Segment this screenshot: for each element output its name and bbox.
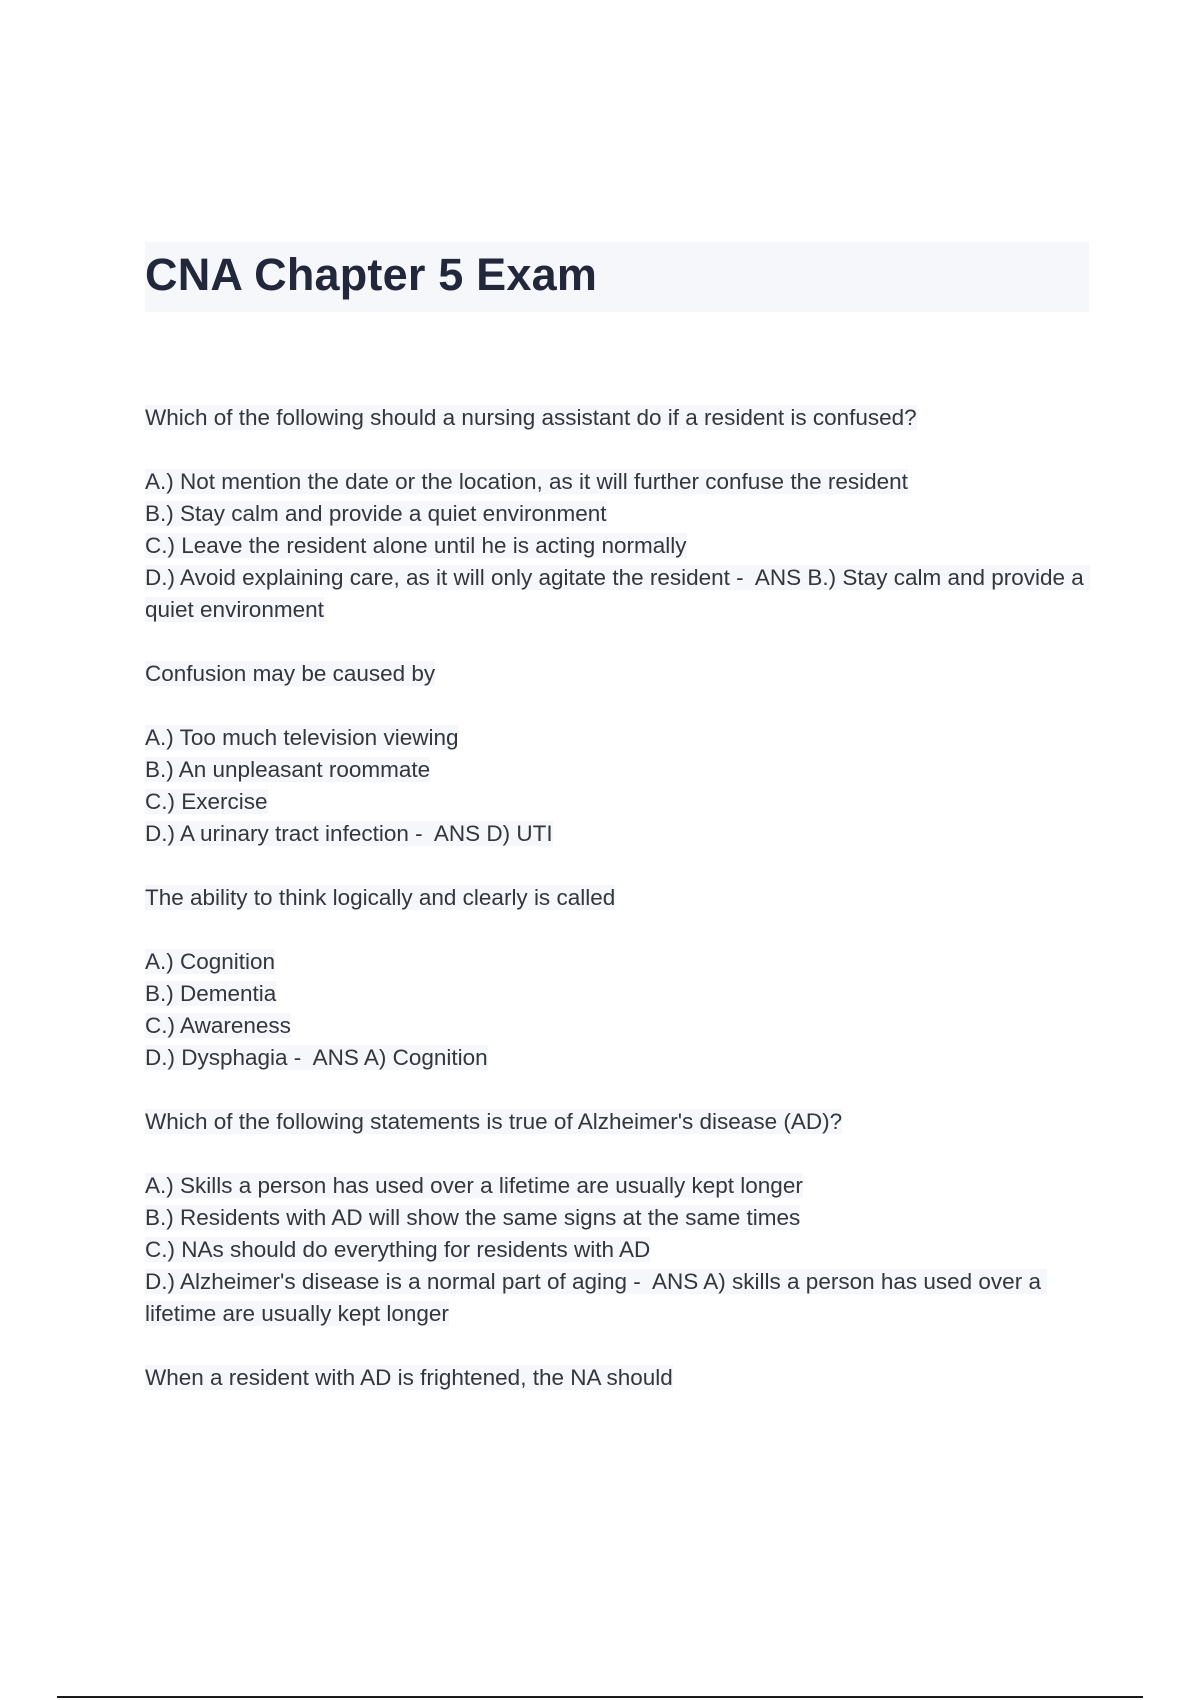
question-block-1 — [145, 402, 1091, 626]
question-text-label: The ability to think logically and clearly is called — [145, 885, 616, 910]
answer-option-with-key: D.) Dysphagia - ANS A) Cognition — [145, 1045, 488, 1070]
question-text-label: Confusion may be caused by — [145, 661, 436, 686]
answer-option: A.) Too much television viewing — [145, 725, 459, 750]
question-block-4 — [145, 1106, 1085, 1330]
answer-option: C.) Exercise — [145, 789, 268, 814]
question-block-3 — [145, 882, 1085, 1074]
answer-option: B.) Stay calm and provide a quiet environment — [145, 501, 607, 526]
question-list — [145, 402, 1091, 1426]
question-text — [145, 402, 1085, 434]
question-text — [145, 1106, 1085, 1138]
page-bottom-divider — [57, 1696, 1143, 1698]
answer-option: A.) Not mention the date or the location, as it will further confuse the resident — [145, 469, 908, 494]
answer-option: A.) Cognition — [145, 949, 276, 974]
question-block-5 — [145, 1362, 1085, 1394]
answer-option: B.) An unpleasant roommate — [145, 757, 431, 782]
answer-option: C.) NAs should do everything for residents with AD — [145, 1237, 651, 1262]
question-text — [145, 882, 1085, 914]
question-text — [145, 658, 1085, 690]
question-text — [145, 1362, 1085, 1394]
answer-option: B.) Residents with AD will show the same signs at the same times — [145, 1205, 801, 1230]
question-text-label: Which of the following statements is true of Alzheimer's disease (AD)? — [145, 1109, 843, 1134]
answer-option: B.) Dementia — [145, 981, 277, 1006]
answer-option: C.) Leave the resident alone until he is acting normally — [145, 533, 687, 558]
answer-option-with-key: D.) Avoid explaining care, as it will only agitate the resident - ANS B.) Stay calm and provide a quiet environment — [145, 565, 1091, 622]
question-block-2 — [145, 658, 1085, 850]
answer-option: C.) Awareness — [145, 1013, 291, 1038]
answer-option-with-key: D.) A urinary tract infection - ANS D) UTI — [145, 821, 553, 846]
question-text-label: When a resident with AD is frightened, the NA should — [145, 1365, 673, 1390]
question-text-label: Which of the following should a nursing assistant do if a resident is confused? — [145, 405, 917, 430]
document-title: CNA Chapter 5 Exam — [145, 249, 598, 300]
answer-option: A.) Skills a person has used over a lifetime are usually kept longer — [145, 1173, 803, 1198]
answer-option-with-key: D.) Alzheimer's disease is a normal part of aging - ANS A) skills a person has used over a lifetime are usually kept longer — [145, 1269, 1048, 1326]
